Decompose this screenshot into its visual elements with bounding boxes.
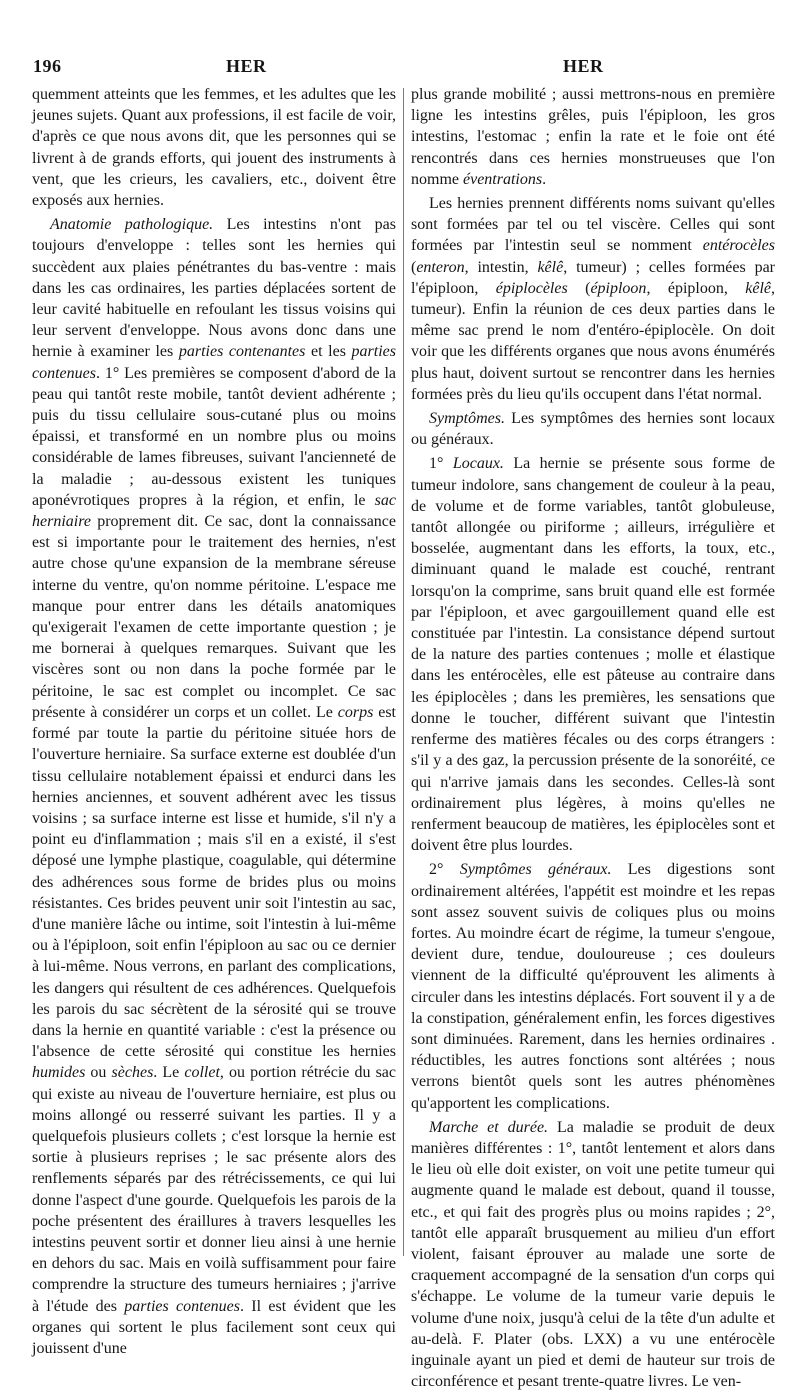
right-column bbox=[411, 84, 776, 1391]
running-head-right: HER bbox=[563, 56, 604, 76]
section-heading: Anatomie pathologique. bbox=[50, 216, 214, 234]
section-heading: Locaux. bbox=[452, 455, 504, 473]
page-header bbox=[0, 56, 800, 78]
section-heading: Symptômes généraux. bbox=[459, 861, 612, 879]
paragraph-noms: Les hernies prennent différents noms suivant qu'elles sont formées par tel ou tel viscère. Celles qui sont formées par l'intestin seul se nomment entérocèles (enteron, intestin, kêlê, tumeur) ; celles formées par l'épiploon, épiplocèles (épiploon, épiploon, kêlê, tumeur). Enfin la réunion de ces deux parties dans le même sac prend le nom d'entéro-épiplocèle. On doit voir que les différents organes que nous avons énumérés plus haut, doivent surtout se rencontrer dans les hernies formées près du lieu qu'ils occupent dans l'état normal. bbox=[411, 195, 775, 403]
paragraph-generaux: 2° Symptômes généraux. Les digestions sont ordinairement altérées, l'appétit est moindre et les repas sont assez souvent suivis de coliques plus ou moins fortes. Au moindre écart de régime, la tumeur s'engoue, devient dure, tendue, douloureuse ; ces douleurs viennent de la difficulté qu'éprouvent les aliments à circuler dans les intestins déplacés. Fort souvent il y a de la constipation, généralement enfin, les forces digestives sont diminuées. Rarement, dans les hernies ordinaires . réductibles, les autres fonctions sont altérées ; nous verrons bientôt quels sont les autres phénomènes qu'apportent les complications. bbox=[411, 861, 775, 1112]
paragraph-anatomie: Anatomie pathologique. Les intestins n'ont pas toujours d'enveloppe : telles sont les hernies qui succèdent aux plaies pénétrantes du bas-ventre : mais dans les cas ordinaires, les parties déplacées sortent de leur cavité habituelle en refoulant les tissus voisins qui leur servent d'enveloppe. Nous avons donc dans une hernie à examiner les parties contenantes et les parties contenues. 1° Les premières se composent d'abord de la peau qui tantôt reste mobile, tantôt devient adhérente ; puis du tissu cellulaire sous-cutané plus ou moins épaissi, et transformé en un nombre plus ou moins considérable de lames fibreuses, suivant l'ancienneté de la maladie ; au-dessous existent les tuniques aponévrotiques propres à la région, et enfin, le sac herniaire proprement dit. Ce sac, dont la connaissance est si importante pour le traitement des hernies, n'est autre chose qu'une expansion de la membrane séreuse interne du ventre, qu'on nomme péritoine. L'espace me manque pour entrer dans les détails anatomiques qu'exigerait l'examen de cette importante question ; je me bornerai à quelques remarques. Suivant que les viscères sont ou non dans la poche formée par le péritoine, le sac est complet ou incomplet. Ce sac présente à considérer un corps et un collet. Le corps est formé par toute la partie du péritoine située hors de l'ouverture herniaire. Sa surface externe est doublée d'un tissu cellulaire notablement épaissi et endurci dans les hernies anciennes, et souvent adhérent avec les tissus voisins ; sa surface interne est lisse et humide, s'il n'y a point eu d'inflammation ; mais s'il en a existé, il s'est déposé une lymphe plastique, coagulable, qui détermine des adhérences sous forme de brides plus ou moins résistantes. Ces brides peuvent unir soit l'intestin au sac, d'une manière lâche ou intime, soit l'intestin à lui-même ou à l'épiploon, soit enfin l'épiploon au sac ou ce dernier à lui-même. Nous verrons, en parlant des complications, les dangers qui résultent de ces adhérences. Quelquefois les parois du sac sécrètent de la sérosité qui se trouve dans la hernie en quantité variable : c'est la présence ou l'absence de cette sérosité qui constitue les hernies humides ou sèches. Le collet, ou portion rétrécie du sac qui existe au niveau de l'ouverture herniaire, est plus ou moins allongé ou resserré suivant les parties. Il y a quelquefois plusieurs collets ; c'est lorsque la hernie est sortie à plusieurs reprises ; le sac présente alors des renflements séparés par des rétrécissements, ce qui lui donne l'aspect d'une gourde. Quelquefois les parois de la poche présentent des éraillures à travers lesquelles les intestins peuvent sortir et donner lieu ainsi à une hernie en dehors du sac. Mais en voilà suffisamment pour faire comprendre la structure des tumeurs herniaires ; j'arrive à l'étude des parties contenues. Il est évident que les organes qui sortent le plus facilement sont ceux qui jouissent d'une bbox=[32, 216, 397, 1357]
paragraph-locaux: 1° Locaux. La hernie se présente sous forme de tumeur indolore, sans changement de couleur à la peau, de volume et de forme variables, tantôt globuleuse, tantôt allongée ou piriforme ; ailleurs, irrégulière et bosselée, augmentant dans les efforts, la toux, etc., diminuant quand le malade est couché, rentrant lorsqu'on la comprime, sans bruit quand elle est formée par l'épiploon, et avec gargouillement quand elle est constituée par l'intestin. La consistance dépend surtout de la nature des parties contenues ; molle et élastique dans les entérocèles, elle est pâteuse au contraire dans les épiplocèles ; dans les premières, les sensations que donne le toucher, différent suivant que l'intestin renferme des matières fécales ou des corps étrangers : s'il y a des gaz, la percussion présente de la sonoréité, ce qui n'arrive jamais dans les secondes. Celles-là sont ordinairement plus légères, à moins qu'elles ne renferment beaucoup de matières, les épiplocèles sont et doivent être plus lourdes. bbox=[411, 455, 775, 855]
left-column bbox=[32, 84, 397, 1357]
paragraph: plus grande mobilité ; aussi mettrons-nous en première ligne les intestins grêles, puis l'épiploon, les gros intestins, l'estomac ; enfin la rate et le foie ont été rencontrés dans ces hernies monstrueuses que l'on nomme éventrations. bbox=[411, 86, 775, 188]
section-heading: Symptômes. bbox=[429, 410, 505, 428]
running-head-left: HER bbox=[226, 56, 267, 76]
paragraph: quemment atteints que les femmes, et les adultes que les jeunes sujets. Quant aux professions, il est facile de voir, d'après ce que nous avons dit, que les personnes qui se livrent à de grands efforts, qui jouent des instruments à vent, que les crieurs, les cavaliers, etc., doivent être exposés aux hernies. bbox=[32, 86, 396, 210]
column-divider bbox=[403, 88, 404, 1256]
paragraph-marche: Marche et durée. La maladie se produit de deux manières différentes : 1°, tantôt lentement et alors dans le lieu où elle doit exister, on voit une petite tumeur qui augmente quand le malade est debout, quand il tousse, etc., et qui fait des progrès plus ou moins rapides ; 2°, tantôt elle apparaît brusquement au milieu d'un effort violent, faisant éprouver au malade une sorte de craquement accompagné de la sensation d'un corps qui s'échappe. Le volume de la tumeur varie depuis le volume d'une noix, jusqu'à celui de la tête d'un adulte et au-delà. F. Plater (obs. LXX) a vu une entérocèle inguinale ayant un pied et demi de hauteur sur trois de circonférence et pesant trente-quatre livres. Le ven- bbox=[411, 1118, 776, 1391]
paragraph-symptomes: Symptômes. Les symptômes des hernies sont locaux ou généraux. bbox=[411, 410, 775, 449]
page-number: 196 bbox=[33, 56, 62, 76]
section-heading: Marche et durée. bbox=[429, 1118, 549, 1136]
